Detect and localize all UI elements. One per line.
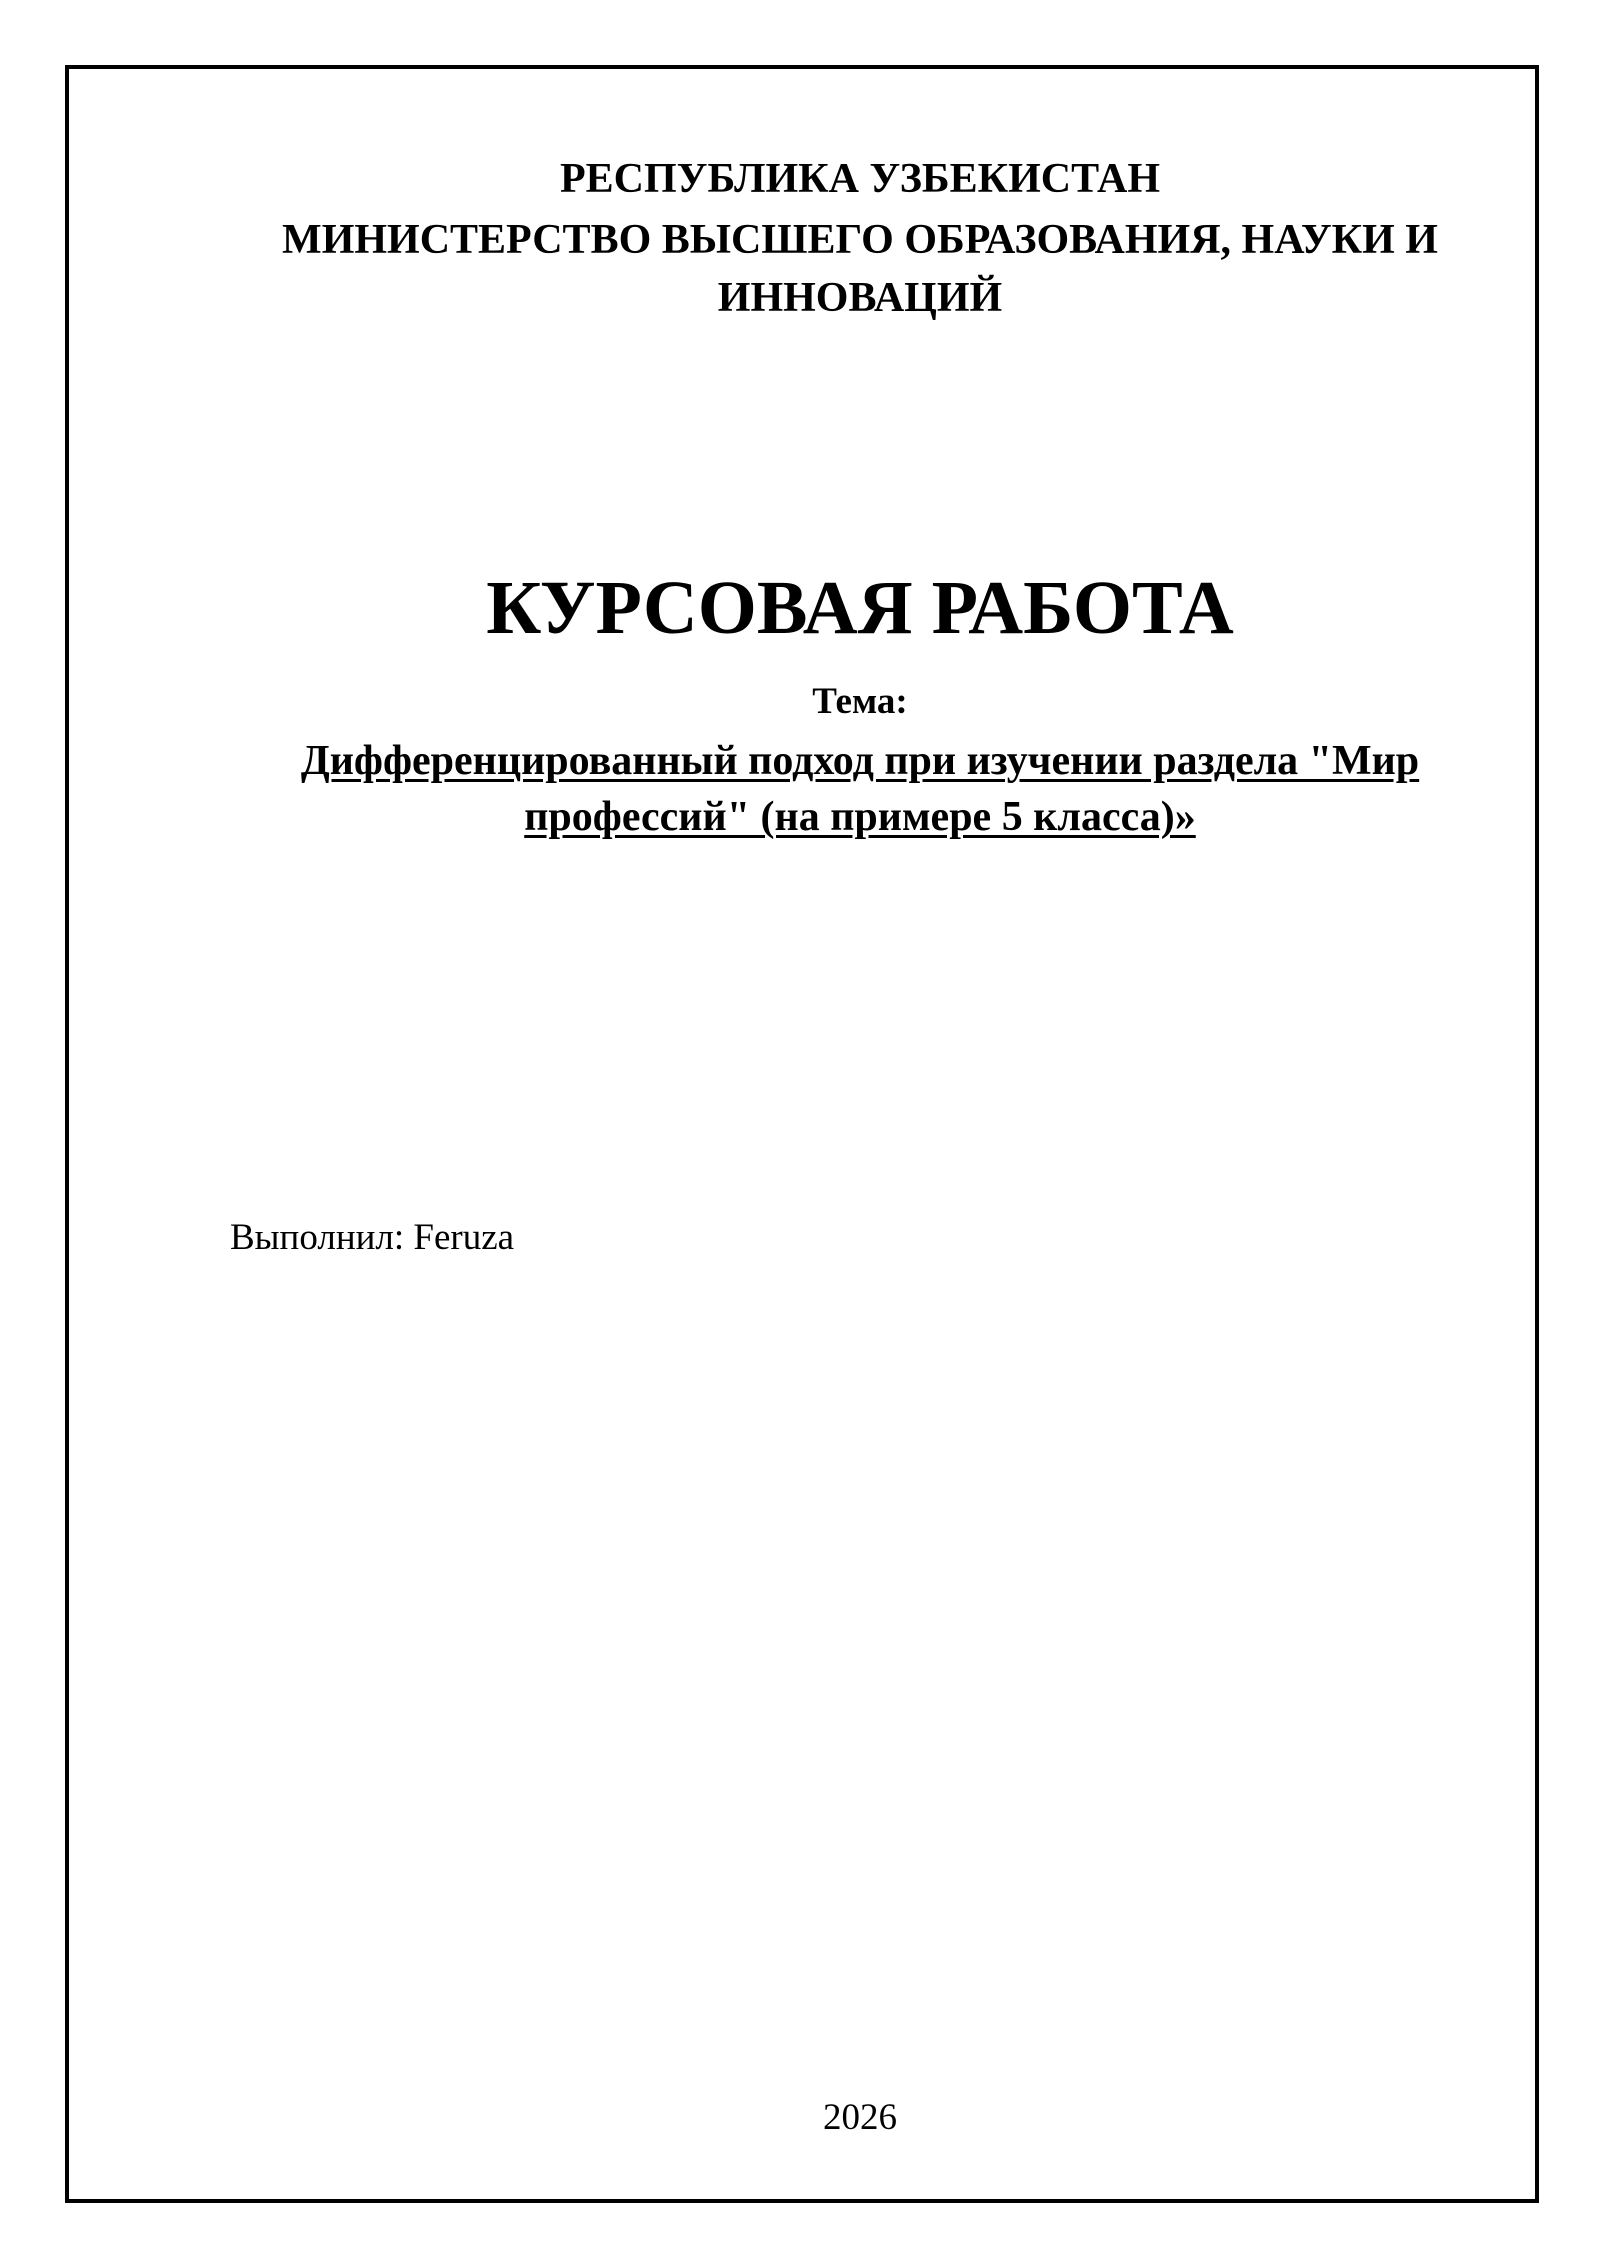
author-line: Выполнил: Feruza	[230, 1217, 515, 1258]
document-title: КУРСОВАЯ РАБОТА	[486, 566, 1234, 650]
page-border	[65, 65, 1539, 2203]
topic-label: Тема:	[812, 681, 908, 722]
year-footer: 2026	[823, 2097, 897, 2138]
country-heading: РЕСПУБЛИКА УЗБЕКИСТАН	[559, 156, 1161, 202]
ministry-heading: МИНИСТЕРСТВО ВЫСШЕГО ОБРАЗОВАНИЯ, НАУКИ И ИННОВАЦИЙ	[282, 217, 1438, 321]
topic-text: Дифференцированный подход при изучении раздела "Мир профессий" (на примере 5 класса)»	[300, 738, 1420, 840]
